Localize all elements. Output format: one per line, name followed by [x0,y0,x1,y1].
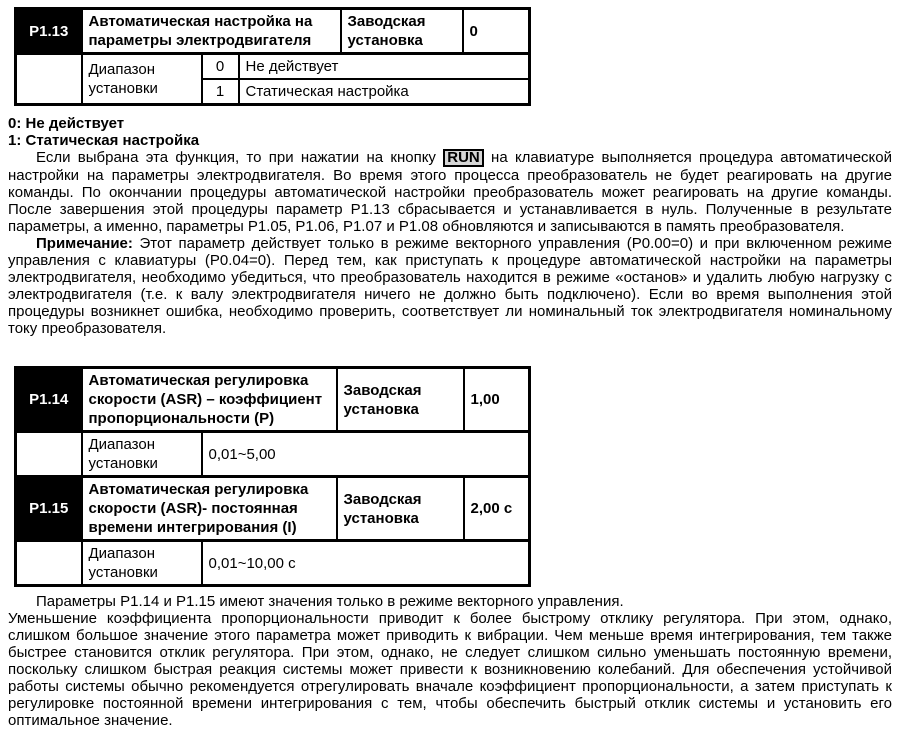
factory-setting-value: 0 [463,9,530,54]
tuning-paragraph: Уменьшение коэффициента пропорциональности приводит к более быстрому отклику регулятора. При этом, однако, слишком большое значение этого параметра может приводить к вибрации. Чем меньше время интегрирования, тем также быстрее становится отклик регулятора. При этом, однако, не следует слишком сильно уменьшать постоянную времени, поскольку слишком быстрая реакция системы может привести к возникновению колебаний. Для обеспечения устойчивой работы системы обычно рекомендуется отрегулировать вначале коэффициент пропорциональности, а затем приступать к регулировке постоянной времени интегрирования с тем, чтобы обеспечить быстрый отклик системы и установить его оптимальное значение. [8,610,892,729]
range-value: 0,01~10,00 с [202,541,530,586]
parameter-table-p1-14-15 [14,366,531,587]
run-key-label: RUN [443,149,484,167]
factory-setting-value: 1,00 [464,368,530,432]
param-title: Автоматическая регулировка скорости (ASR)- постоянная времени интегрирования (I) [82,477,337,541]
p1-14-15-description [8,593,892,729]
empty-cell [16,432,82,477]
factory-setting-label: Заводская установка [337,477,464,541]
factory-setting-value: 2,00 с [464,477,530,541]
note-label: Примечание: [36,235,133,252]
paragraph-text: Если выбрана эта функция, то при нажатии на кнопку [36,149,436,166]
option-value: Статическая настройка [239,79,530,105]
option-key: 1 [202,79,239,105]
factory-setting-label: Заводская установка [337,368,464,432]
option-key: 0 [202,54,239,80]
empty-cell [16,541,82,586]
range-label: Диапазон установки [82,54,202,105]
param-code: P1.14 [16,368,82,432]
param-code: P1.13 [16,9,82,54]
note-text: Этот параметр действует только в режиме векторного управления (P0.00=0) и при включенном режиме управления с клавиатуры (P0.04=0). Перед тем, как приступать к процедуре автоматической настройки на параметры электродвигателя, необходимо убедиться, что преобразователь находится в режиме «останов» и удалить любую нагрузку с электродвигателя (т.е. к валу электродвигателя ничего не должно быть подключено). Если во время выполнения этой процедуры возникнет ошибка, необходимо проверить, соответствует ли номинальный ток электродвигателя номинальному току преобразователя. [8,235,892,337]
param-code: P1.15 [16,477,82,541]
option-1-heading: 1: Статическая настройка [8,132,200,149]
document-page [0,7,899,729]
note-paragraph [8,235,892,337]
range-label: Диапазон установки [82,541,202,586]
parameter-table-p1-13 [14,7,531,106]
param-title: Автоматическая настройка на параметры электродвигателя [82,9,341,54]
paragraph-text: на клавиатуре выполняется процедура автоматической настройки на параметры электродвигателя. Во время этого процесса преобразователь не будет реагировать на другие команды. По окончании процедуры автоматической настройки преобразователь может реагировать на другие команды. После завершения этой процедуры параметр P1.13 сбрасывается и устанавливается в нуль. Полученные в результате параметры, а именно, параметры P1.05, P1.06, P1.07 и P1.08 обновляются и записываются в память преобразователя. [8,149,892,235]
p1-13-description [8,115,892,337]
param-title: Автоматическая регулировка скорости (ASR) – коэффициент пропорциональности (P) [82,368,337,432]
vector-note-line: Параметры P1.14 и P1.15 имеют значения только в режиме векторного управления. [36,593,624,610]
description-paragraph [8,149,892,235]
option-value: Не действует [239,54,530,80]
range-label: Диапазон установки [82,432,202,477]
option-0-heading: 0: Не действует [8,115,125,132]
empty-cell [16,54,82,105]
range-value: 0,01~5,00 [202,432,530,477]
factory-setting-label: Заводская установка [341,9,463,54]
